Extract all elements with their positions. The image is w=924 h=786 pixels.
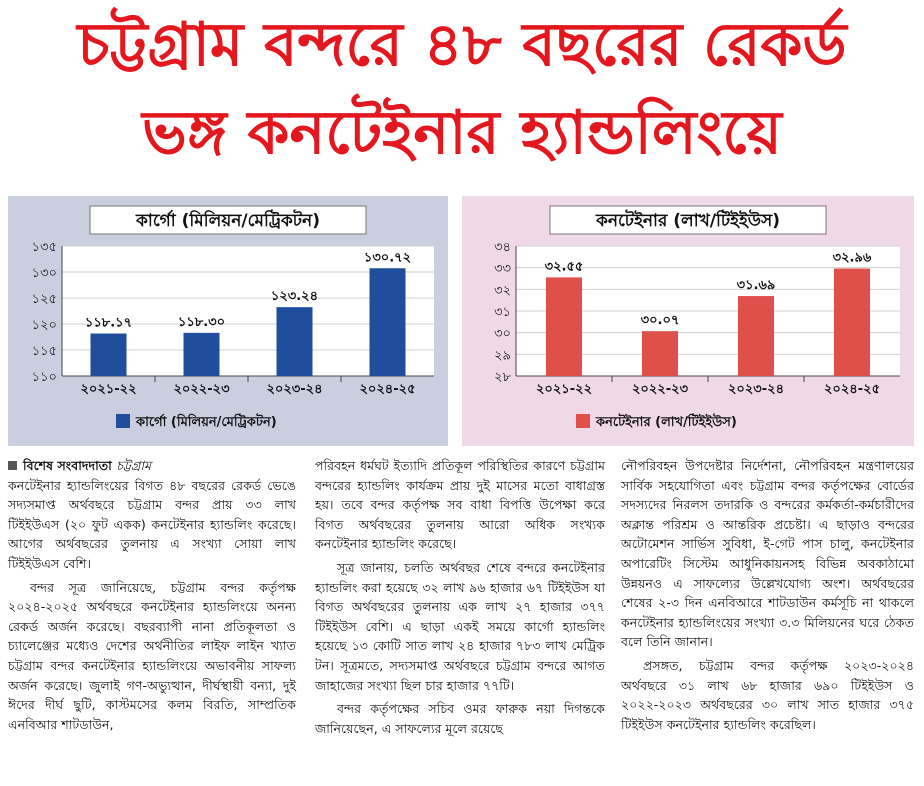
- article-column-3: [621, 456, 914, 786]
- paragraph: বন্দর সূত্র জানিয়েছে, চট্টগ্রাম বন্দর কর্তৃপক্ষ ২০২৪-২০২৫ অর্থবছরে কনটেইনার হ্যান্ডলিংয়ে অনন্য রেকর্ড অর্জন করেছে। বছরব্যাপী নানা প্রতিকূলতা ও চ্যালেঞ্জের মধ্যেও দেশের অর্থনীতির লাইফ লাইন খ্যাত চট্টগ্রাম বন্দর কনটেইনার হ্যান্ডলিংয়ে অভাবনীয় সাফল্য অর্জন করেছে। জুলাই গণ-অভ্যুত্থান, দীর্ঘস্থায়ী বন্যা, দুই ঈদের দীর্ঘ ছুটি, কাস্টমসের কলম বিরতি, সাম্প্রতিক এনবিআর শাটডাউন,: [8, 579, 296, 732]
- byline-author: বিশেষ সংবাদদাতা: [23, 458, 112, 473]
- data-label: ৩১.৬৯: [736, 278, 776, 294]
- byline-marker-icon: [8, 461, 17, 470]
- x-tick-label: ২০২২-২৩: [631, 382, 689, 397]
- x-tick-label: ২০২৪-২৫: [359, 382, 416, 397]
- x-tick-label: ২০২৩-২৪: [727, 382, 785, 397]
- data-label: ৩২.৯৬: [832, 250, 872, 266]
- bar: [738, 296, 774, 376]
- x-tick-label: ২০২২-২৩: [173, 382, 230, 397]
- bar: [546, 277, 582, 376]
- x-tick-label: ২০২১-২২: [535, 382, 593, 397]
- y-tick-label: ১১৫: [31, 344, 57, 359]
- paragraph: সূত্র জানায়, চলতি অর্থবছর শেষে বন্দরে কনটেইনার হ্যান্ডলিং করা হয়েছে ৩২ লাখ ৯৬ হাজার ৬৭ টিইইউস যা বিগত অর্থবছরের তুলনায় এক লাখ ২৭ হাজার ৩৭৭ টিইইউস বেশি। এ ছাড়া একই সময়ে কার্গো হ্যান্ডলিং হয়েছে ১৩ কোটি সাত লাখ ২৪ হাজার ৭৮৩ লাখ মেট্রিক টন। সূত্রমতে, সদ্যসমাপ্ত অর্থবছরে চট্টগ্রাম বন্দরে আগত জাহাজের সংখ্যা ছিল চার হাজার ৭৭টি।: [315, 559, 605, 693]
- paragraph: পরিবহন ধর্মঘট ইত্যাদি প্রতিকূল পরিস্থিতির কারণে চট্টগ্রাম বন্দরের হ্যান্ডলিং কার্যক্রম প্রায় দুই মাসের মতো বাধাগ্রস্ত হয়। তবে বন্দর কর্তৃপক্ষ সব বাধা বিপত্তি উপেক্ষা করে বিগত অর্থবছরের তুলনায় আরো অধিক সংখ্যক কনটেইনার হ্যান্ডলিং করেছে।: [315, 458, 605, 552]
- legend-swatch: [116, 414, 130, 428]
- bar: [184, 333, 220, 376]
- legend-label: কনটেইনার (লাখ/টিইইউস): [596, 415, 737, 430]
- data-label: ১২৩.২৪: [270, 289, 319, 305]
- y-tick-label: ৩০: [494, 326, 511, 342]
- chart-title: কার্গো (মিলিয়ন/মেট্রিকটন): [136, 211, 320, 231]
- y-tick-label: ১২০: [31, 318, 57, 333]
- y-tick-label: ৩৩: [494, 261, 511, 277]
- chart-title: কনটেইনার (লাখ/টিইইউস): [595, 211, 781, 231]
- bar: [834, 269, 870, 376]
- headline-line-2: ভঙ্গ কনটেইনার হ্যান্ডলিংয়ে: [142, 98, 782, 168]
- data-label: ১৩০.৭২: [363, 250, 412, 266]
- cargo-chart-panel: [8, 196, 448, 446]
- x-tick-label: ২০২৪-২৫: [823, 382, 881, 397]
- data-label: ১১৮.৩০: [177, 314, 226, 330]
- article-column-2: [315, 456, 605, 786]
- y-tick-label: ১৩৫: [31, 240, 57, 255]
- data-label: ৩০.০৭: [640, 313, 680, 329]
- data-label: ৩২.৫৫: [544, 259, 584, 275]
- y-tick-label: ৩৪: [494, 240, 511, 255]
- cargo-bar-chart: [8, 196, 448, 446]
- headline-line-1: চট্টগ্রাম বন্দরে ৪৮ বছরের রেকর্ড: [77, 10, 847, 80]
- y-tick-label: ৩২: [494, 283, 511, 299]
- bar: [370, 268, 406, 376]
- bar: [642, 331, 678, 376]
- paragraph: প্রসঙ্গত, চট্টগ্রাম বন্দর কর্তৃপক্ষ ২০২৩-২০২৪ অর্থবছরে ৩১ লাখ ৬৮ হাজার ৬৯০ টিইইউস ও ২০২২-২০২৩ অর্থবছরের ৩০ লাখ সাত হাজার ৩৭৫ টিইইউস কনটেইনার হ্যান্ডলিং করেছিল।: [621, 657, 914, 732]
- legend-swatch: [576, 414, 590, 428]
- legend-label: কার্গো (মিলিয়ন/মেট্রিকটন): [136, 415, 277, 430]
- paragraph: নৌপরিবহন উপদেষ্টার নির্দেশনা, নৌপরিবহন মন্ত্রণালয়ের সার্বিক সহযোগিতা এবং চট্টগ্রাম বন্দর কর্তৃপক্ষের বোর্ডের সদস্যদের নিরলস তদারকি ও বন্দরের কর্মকর্তা-কর্মচারীদের অক্লান্ত পরিশ্রম ও আন্তরিক প্রচেষ্টা। এ ছাড়াও বন্দরের অটোমেশন সার্ভিস সুবিধা, ই-গেট পাস চালু, কনটেইনার অপারেটিং সিস্টেম আধুনিকায়নসহ বিভিন্ন অবকাঠামো উন্নয়নও এ সাফল্যের উল্লেখযোগ্য অংশ। অর্থবছরের শেষের ২-৩ দিন এনবিআরে শাটডাউন কর্মসূচি না থাকলে কনটেইনার হ্যান্ডলিংয়ের সংখ্যা ৩.৩ মিলিয়নের ঘরে ঠেকত বলে তিনি জানান।: [621, 458, 914, 650]
- bar: [277, 307, 313, 376]
- x-tick-label: ২০২১-২২: [80, 382, 137, 397]
- y-tick-label: ১২৫: [31, 292, 57, 307]
- paragraph: বন্দর কর্তৃপক্ষের সচিব ওমর ফারুক নয়া দিগন্তকে জানিয়েছেন, এ সাফল্যের মূলে রয়েছে: [315, 701, 605, 736]
- paragraph: কনটেইনার হ্যান্ডলিংয়ের বিগত ৪৮ বছরের রেকর্ড ভেঙে সদ্যসমাপ্ত অর্থবছরে চট্টগ্রাম বন্দর প্রায় ৩৩ লাখ টিইইউএস (২০ ফুট একক) কনটেইনার হ্যান্ডলিং করেছে। আগের অর্থবছরের তুলনায় এ সংখ্যা সোয়া লাখ টিইইউএস বেশি।: [8, 477, 296, 571]
- container-bar-chart: [462, 196, 914, 446]
- y-tick-label: ২৯: [494, 348, 511, 364]
- article-column-1: [8, 456, 296, 786]
- bar: [91, 334, 127, 376]
- byline: [8, 456, 296, 476]
- container-chart-panel: [462, 196, 914, 446]
- x-tick-label: ২০২৩-২৪: [266, 382, 323, 397]
- y-tick-label: ২৮: [494, 370, 511, 385]
- data-label: ১১৮.১৭: [84, 315, 133, 331]
- y-tick-label: ৩১: [494, 305, 511, 320]
- byline-city: চট্টগ্রাম: [116, 458, 152, 473]
- y-tick-label: ১৩০: [31, 266, 57, 281]
- y-tick-label: ১১০: [31, 370, 57, 385]
